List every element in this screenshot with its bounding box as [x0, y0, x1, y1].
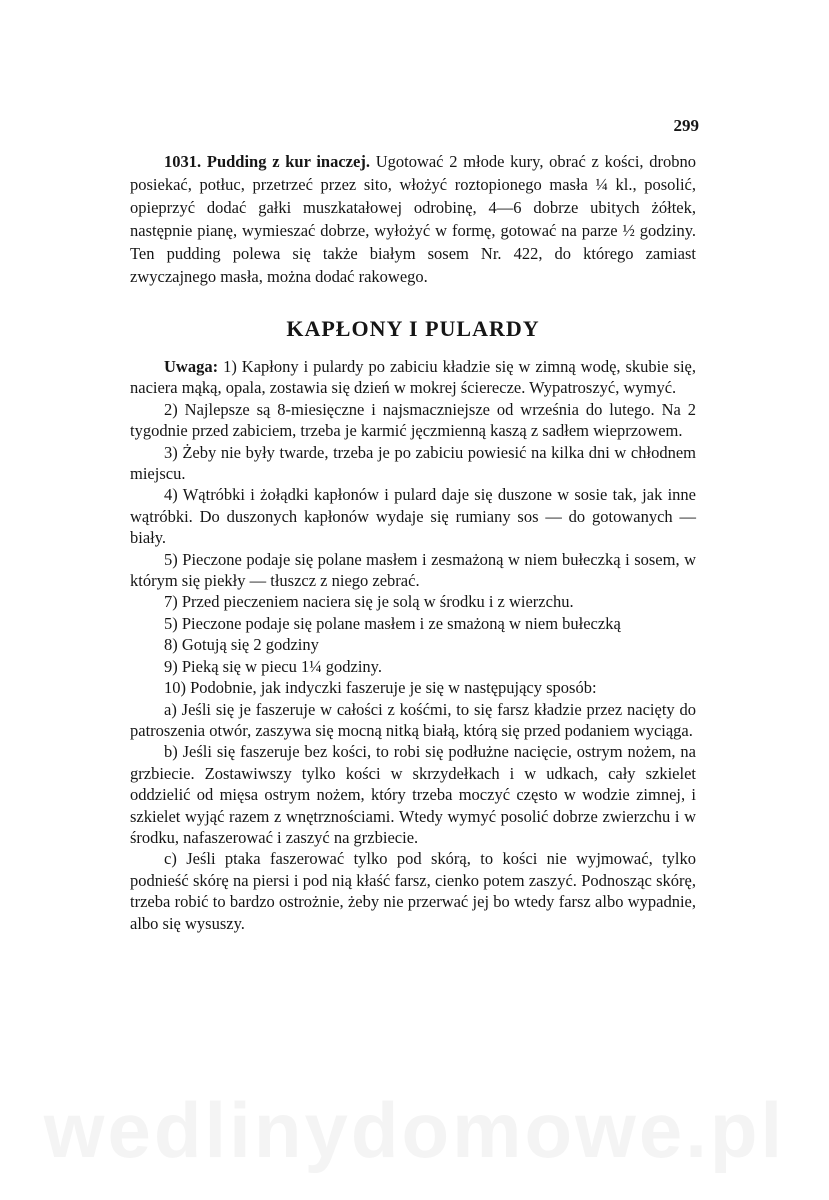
note-item: 5) Pieczone podaje się polane masłem i zesmażoną w niem bułeczką i sosem, w którym się piekły — tłuszcz z niego zebrać.	[130, 549, 696, 591]
note-lead: Uwaga:	[164, 357, 219, 376]
recipe-paragraph	[130, 150, 696, 288]
note-item	[130, 356, 696, 399]
note-item: 4) Wątróbki i żołądki kapłonów i pulard daje się duszone w sosie tak, jak inne wątróbki. Do duszonych kapłonów wydaje się rumiany sos — do gotowanych — biały.	[130, 485, 696, 548]
watermark: wedlinydomowe.pl	[43, 1086, 786, 1174]
note-item: a) Jeśli się je faszeruje w całości z kośćmi, to się farsz kładzie przez nacięty do patroszenia otwór, zaszywa się mocną nitką białą, którą się przed podaniem wyciąga.	[130, 699, 696, 740]
notes-section	[130, 356, 696, 934]
note-item: 3) Żeby nie były twarde, trzeba je po zabiciu powiesić na kilka dni w chłodnem miejscu.	[130, 442, 696, 484]
note-item: 7) Przed pieczeniem naciera się je solą w środku i z wierzchu.	[164, 592, 574, 612]
recipe-title: Pudding z kur inaczej.	[206, 152, 370, 171]
section-title: KAPŁONY I PULARDY	[286, 316, 540, 341]
note-item: 10) Podobnie, jak indyczki faszeruje je się w następujący sposób:	[164, 678, 597, 698]
note-item: c) Jeśli ptaka faszerować tylko pod skórą, to kości nie wyjmować, tylko podnieść skórę na piersi i pod nią kłaść farsz, cienko potem zaszyć. Podnosząc skórę, trzeba robić to bardzo ostrożnie, żeby nie przerwać jej bo wtedy farsz albo wypadnie, albo się wysuszy.	[130, 849, 696, 933]
note-first-text: 1) Kapłony i pulardy po zabiciu kładzie się w zimną wodę, skubie się, naciera mąką, opala, zostawia się dzień w mokrej ścierecze. Wypatroszyć, wymyć.	[130, 357, 697, 398]
note-item: 9) Pieką się w piecu 1¼ godziny.	[164, 656, 382, 676]
note-item: b) Jeśli się faszeruje bez kości, to robi się podłużne nacięcie, ostrym nożem, na grzbiecie. Zostawiwszy tylko kości w skrzydełkach i w udkach, cały szkielet oddzielić od mięsa ostrym nożem, który trzeba moczyć często w wodzie zimnej, i szkielet wyjąć razem z wnętrznościami. Wtedy wymyć posolić dobrze zwierzchu i w środku, nafaszerować i zaszyć na grzbiecie.	[130, 742, 696, 847]
recipe-text: Ugotować 2 młode kury, obrać z kości, drobno posiekać, potłuc, przetrzeć przez sito, włożyć roztopionego masła ¼ kl., posolić, opieprzyć dodać gałki muszkatałowej odrobinę, 4—6 dobrze ubitych żółtek, następnie pianę, wymieszać dobrze, wyłożyć w formę, gotować na parze ½ godziny. Ten pudding polewa się także białym sosem Nr. 422, do którego zamiast zwyczajnego masła, można dodać rakowego.	[130, 152, 697, 286]
note-item: 2) Najlepsze są 8-miesięczne i najsmaczniejsze od września do lutego. Na 2 tygodnie przed zabiciem, trzeba je karmić jęczmienną kaszą z sadłem wieprzowem.	[130, 399, 696, 441]
note-item: 8) Gotują się 2 godziny	[164, 635, 319, 655]
page-number: 299	[673, 116, 699, 135]
note-item: 5) Pieczone podaje się polane masłem i ze smażoną w niem bułeczką	[164, 613, 621, 633]
recipe-number: 1031.	[164, 152, 202, 171]
